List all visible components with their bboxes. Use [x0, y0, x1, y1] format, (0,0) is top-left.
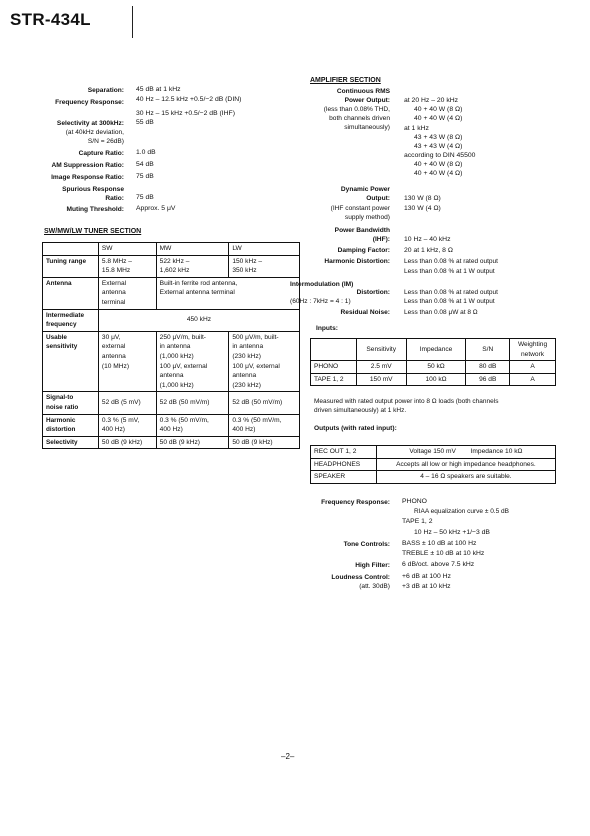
row-header: Tuning range: [43, 255, 99, 277]
tone-controls-value: TREBLE ± 10 dB at 10 kHz: [402, 550, 485, 557]
inputs-table-header: [311, 339, 556, 361]
table-cell: 0.3 % (50 mV/m, 400 Hz): [156, 414, 229, 436]
table-header-cell: S/N: [466, 339, 510, 361]
table-cell: SPEAKER: [311, 471, 377, 484]
high-filter-value: 6 dB/oct. above 7.5 kHz: [402, 561, 475, 568]
frequency-response-label: Frequency Response:: [321, 499, 390, 506]
spec-label-muting-threshold: Muting Threshold:: [66, 206, 124, 213]
cont-rms-value: according to DIN 45500: [404, 152, 476, 159]
table-row: [43, 331, 300, 392]
row-header: Selectivity: [43, 436, 99, 449]
cont-rms-value: at 1 kHz: [404, 125, 429, 132]
table-row: [311, 373, 556, 386]
table-cell: 4 – 16 Ω speakers are suitable.: [376, 471, 555, 484]
table-header-cell: Sensitivity: [356, 339, 406, 361]
spec-value-capture-ratio: 1.0 dB: [136, 149, 156, 156]
row-header: Harmonic distortion: [43, 414, 99, 436]
row-header: Intermediate frequency: [43, 309, 99, 331]
damping-factor-value: 20 at 1 kHz, 8 Ω: [404, 247, 453, 254]
table-cell: 52 dB (5 mV): [98, 392, 156, 414]
spec-value-frequency-response-ihf: 30 Hz – 15 kHz +0.5/−2 dB (IHF): [136, 110, 235, 117]
spec-value-image-response: 75 dB: [136, 173, 154, 180]
im-distortion-value: Less than 0.08 % at 1 W output: [404, 298, 495, 305]
cont-rms-label-3: (less than 0.08% THD,: [323, 106, 390, 113]
model-title: STR-434L: [10, 10, 91, 29]
table-cell: 52 dB (50 mV/m): [156, 392, 229, 414]
table-cell: 50 dB (9 kHz): [98, 436, 156, 449]
loudness-control-label: Loudness Control:: [331, 574, 390, 581]
table-cell: PHONO: [311, 361, 357, 374]
table-cell: 450 kHz: [98, 309, 299, 331]
spec-label-frequency-response: Frequency Response:: [55, 99, 124, 106]
table-header-cell: [43, 243, 99, 256]
cont-rms-label-4: both channels driven: [329, 115, 390, 122]
row-header: Signal-to noise ratio: [43, 392, 99, 414]
inputs-label: Inputs:: [316, 325, 338, 332]
frequency-response-value: TAPE 1, 2: [402, 518, 433, 525]
table-cell: 0.3 % (50 mV/m, 400 Hz): [229, 414, 300, 436]
im-distortion-label-1: Intermodulation (IM): [290, 281, 354, 288]
tuner-spec-table: [42, 242, 300, 449]
spec-value-frequency-response-din: 40 Hz – 12.5 kHz +0.5/−2 dB (DIN): [136, 96, 242, 103]
tuner-table-header: [43, 243, 300, 256]
spec-label-spurious-response: Spurious Response: [62, 186, 124, 193]
table-cell: 0.3 % (5 mV, 400 Hz): [98, 414, 156, 436]
power-bandwidth-label-2: (IHF):: [372, 236, 390, 243]
table-cell: 52 dB (50 mV/m): [229, 392, 300, 414]
page-number: –2–: [281, 752, 295, 761]
frequency-response-value: RIAA equalization curve ± 0.5 dB: [414, 508, 509, 515]
spec-label-image-response: Image Response Ratio:: [51, 174, 124, 181]
power-bandwidth-label-1: Power Bandwidth: [334, 227, 390, 234]
cont-rms-value: 40 + 40 W (4 Ω): [414, 115, 463, 122]
power-bandwidth-value: 10 Hz – 40 kHz: [404, 236, 451, 243]
loudness-control-value: +6 dB at 100 Hz: [402, 573, 451, 580]
dynamic-power-label-4: supply method): [344, 214, 390, 221]
cont-rms-value: 43 + 43 W (4 Ω): [414, 143, 463, 150]
outputs-label: Outputs (with rated input):: [314, 425, 397, 432]
tuner-section-title: SW/MW/LW TUNER SECTION: [44, 228, 142, 235]
table-cell: 522 kHz – 1,602 kHz: [156, 255, 229, 277]
table-cell: Voltage 150 mV Impedance 10 kΩ: [376, 446, 555, 459]
table-row: [43, 414, 300, 436]
table-row: [43, 255, 300, 277]
table-cell: A: [510, 361, 556, 374]
spec-label-capture-ratio: Capture Ratio:: [78, 150, 124, 157]
table-row: [43, 277, 300, 309]
row-header: Usable sensitivity: [43, 331, 99, 392]
cont-rms-label-5: simultaneously): [344, 124, 390, 131]
spec-label-spurious-ratio: Ratio:: [105, 195, 124, 202]
table-cell: External antenna terminal: [98, 277, 156, 309]
spec-note-deviation: (at 40kHz deviation,: [65, 129, 124, 136]
inputs-note-line-1: Measured with rated output power into 8 Ω loads (both channels: [314, 398, 499, 405]
dynamic-power-value: 130 W (4 Ω): [404, 205, 441, 212]
table-row: [311, 471, 556, 484]
cont-rms-value: at 20 Hz – 20 kHz: [404, 97, 459, 104]
table-row: [43, 309, 300, 331]
table-row: [311, 446, 556, 459]
loudness-control-value: +3 dB at 10 kHz: [402, 583, 451, 590]
damping-factor-label: Damping Factor:: [337, 247, 390, 254]
table-header-cell: MW: [156, 243, 229, 256]
dynamic-power-value: 130 W (8 Ω): [404, 195, 441, 202]
table-header-cell: SW: [98, 243, 156, 256]
cont-rms-value: 40 + 40 W (4 Ω): [414, 170, 463, 177]
table-row: [43, 392, 300, 414]
frequency-response-value: PHONO: [402, 498, 427, 505]
table-cell: REC OUT 1, 2: [311, 446, 377, 459]
spec-note-sn: S/N = 26dB): [87, 138, 124, 145]
table-cell: 50 kΩ: [406, 361, 466, 374]
dynamic-power-label-3: (IHF constant power: [330, 205, 390, 212]
table-cell: Built-in ferrite rod antenna, External antenna terminal: [156, 277, 299, 309]
cont-rms-label-2: Power Output:: [344, 97, 390, 104]
harmonic-distortion-value: Less than 0.08 % at 1 W output: [404, 268, 495, 275]
table-cell: HEADPHONES: [311, 458, 377, 471]
inputs-note-line-2: driven simultaneously) at 1 kHz.: [314, 407, 407, 414]
harmonic-distortion-label: Harmonic Distortion:: [324, 258, 390, 265]
harmonic-distortion-value: Less than 0.08 % at rated output: [404, 258, 498, 265]
im-distortion-value: Less than 0.08 % at rated output: [404, 289, 498, 296]
spec-value-separation: 45 dB at 1 kHz: [136, 86, 181, 93]
im-distortion-label-3: (60Hz : 7kHz = 4 : 1): [290, 298, 351, 305]
spec-label-separation: Separation:: [87, 87, 124, 94]
table-cell: A: [510, 373, 556, 386]
high-filter-label: High Filter:: [355, 562, 390, 569]
table-header-cell: Impedance: [406, 339, 466, 361]
dynamic-power-label-1: Dynamic Power: [340, 186, 390, 193]
spec-label-am-suppression: AM Suppression Ratio:: [51, 162, 124, 169]
im-distortion-label-2: Distortion:: [356, 289, 390, 296]
table-cell: 5.8 MHz – 15.8 MHz: [98, 255, 156, 277]
title-divider: [132, 6, 133, 38]
table-cell: 30 μV, external antenna (10 MHz): [98, 331, 156, 392]
table-cell: Accepts all low or high impedance headphones.: [376, 458, 555, 471]
amplifier-section-title: AMPLIFIER SECTION: [310, 77, 381, 84]
table-cell: 80 dB: [466, 361, 510, 374]
spec-value-am-suppression: 54 dB: [136, 161, 154, 168]
spec-label-selectivity: Selectivity at 300kHz:: [56, 120, 124, 127]
tone-controls-label: Tone Controls:: [343, 541, 390, 548]
cont-rms-value: 40 + 40 W (8 Ω): [414, 161, 463, 168]
table-cell: 50 dB (9 kHz): [156, 436, 229, 449]
inputs-table: [310, 338, 556, 386]
cont-rms-value: 43 + 43 W (8 Ω): [414, 134, 463, 141]
table-cell: 500 μV/m, built- in antenna (230 kHz) 100 μV, external antenna (230 kHz): [229, 331, 300, 392]
loudness-control-att: (att. 30dB): [359, 583, 390, 590]
frequency-response-value: 10 Hz – 50 kHz +1/−3 dB: [414, 529, 490, 536]
table-row: [43, 436, 300, 449]
table-header-cell: [311, 339, 357, 361]
residual-noise-value: Less than 0.08 μW at 8 Ω: [404, 309, 478, 316]
table-cell: 250 μV/m, built- in antenna (1,000 kHz) 100 μV, external antenna (1,000 kHz): [156, 331, 229, 392]
table-cell: 2.5 mV: [356, 361, 406, 374]
table-cell: 150 kHz – 350 kHz: [229, 255, 300, 277]
table-cell: 50 dB (9 kHz): [229, 436, 300, 449]
outputs-table: [310, 445, 556, 484]
residual-noise-label: Residual Noise:: [340, 309, 390, 316]
spec-value-muting-threshold: Approx. 5 μV: [136, 205, 176, 212]
table-header-cell: LW: [229, 243, 300, 256]
table-row: [311, 458, 556, 471]
dynamic-power-label-2: Output:: [366, 195, 390, 202]
cont-rms-label-1: Continuous RMS: [336, 88, 390, 95]
table-cell: 100 kΩ: [406, 373, 466, 386]
table-cell: TAPE 1, 2: [311, 373, 357, 386]
cont-rms-value: 40 + 40 W (8 Ω): [414, 106, 463, 113]
spec-value-selectivity: 55 dB: [136, 119, 154, 126]
table-row: [311, 361, 556, 374]
table-cell: 96 dB: [466, 373, 510, 386]
tone-controls-value: BASS ± 10 dB at 100 Hz: [402, 540, 477, 547]
spec-value-spurious-ratio: 75 dB: [136, 194, 154, 201]
row-header: Antenna: [43, 277, 99, 309]
table-cell: 150 mV: [356, 373, 406, 386]
table-header-cell: Weighting network: [510, 339, 556, 361]
